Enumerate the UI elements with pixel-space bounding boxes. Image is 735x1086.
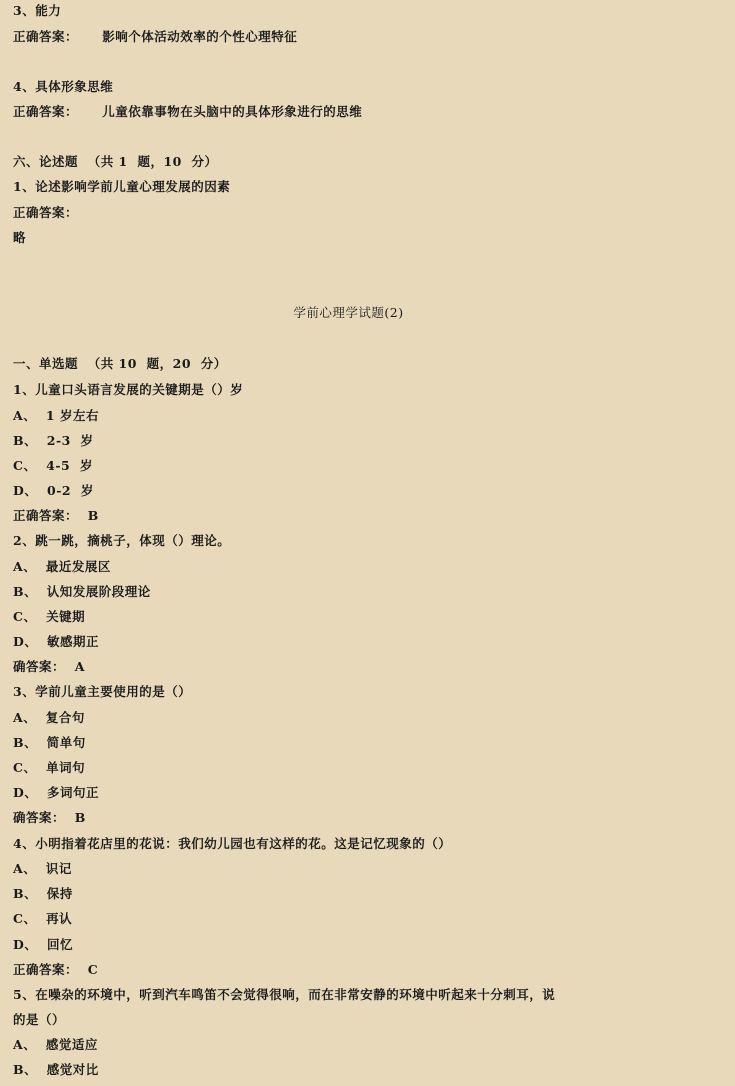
answer-q4: 正确答案： C (13, 962, 99, 977)
exam-title: 学前心理学试题(2) (293, 305, 404, 320)
question-essay-1: 1、论述影响学前儿童心理发展的因素 (13, 179, 231, 194)
option-b: B、 简单句 (13, 735, 86, 750)
option-c: C、 单词句 (13, 760, 86, 775)
section-heading-single-choice: 一、单选题 （共 10 题，20 分） (13, 356, 227, 371)
option-d: D、 回忆 (13, 937, 74, 952)
question-5-continued: 的是（） (13, 1012, 66, 1027)
question-3: 3、学前儿童主要使用的是（） (13, 684, 192, 699)
option-a: A、 感觉适应 (13, 1037, 98, 1052)
option-b: B、 认知发展阶段理论 (13, 584, 151, 599)
option-b: B、 保持 (13, 886, 73, 901)
option-a: A、 复合句 (13, 710, 85, 725)
question-1: 1、儿童口头语言发展的关键期是（）岁 (13, 382, 244, 397)
option-b: B、 感觉对比 (13, 1062, 99, 1077)
option-a: A、 最近发展区 (13, 559, 111, 574)
question-4: 4、小明指着花店里的花说：我们幼儿园也有这样的花。这是记忆现象的（） (13, 836, 452, 851)
option-d: D、 0-2 岁 (13, 483, 94, 498)
option-c: C、 4-5 岁 (13, 458, 93, 473)
question-5: 5、在噪杂的环境中，听到汽车鸣笛不会觉得很响，而在非常安静的环境中听起来十分刺耳，说 (13, 987, 556, 1002)
option-a: A、 1 岁左右 (13, 408, 99, 423)
option-b: B、 2-3 岁 (13, 433, 94, 448)
answer-q2: 确答案： A (13, 659, 85, 674)
option-c: C、 再认 (13, 911, 73, 926)
option-d: D、 敏感期正 (13, 634, 100, 649)
answer-term-3: 正确答案： 影响个体活动效率的个性心理特征 (13, 29, 298, 44)
option-d: D、 多词句正 (13, 785, 100, 800)
answer-term-4: 正确答案： 儿童依靠事物在头脑中的具体形象进行的思维 (13, 104, 363, 119)
answer-q1: 正确答案： B (13, 508, 99, 523)
question-term-3: 3、能力 (13, 3, 62, 18)
question-term-4: 4、具体形象思维 (13, 79, 114, 94)
option-c: C、 关键期 (13, 609, 86, 624)
section-heading-essay: 六、论述题 （共 1 题，10 分） (13, 154, 218, 169)
option-a: A、 识记 (13, 861, 72, 876)
answer-label: 正确答案： (13, 205, 79, 220)
question-2: 2、跳一跳，摘桃子，体现（）理论。 (13, 533, 231, 548)
answer-q3: 确答案： B (13, 810, 86, 825)
answer-text: 略 (13, 230, 27, 245)
